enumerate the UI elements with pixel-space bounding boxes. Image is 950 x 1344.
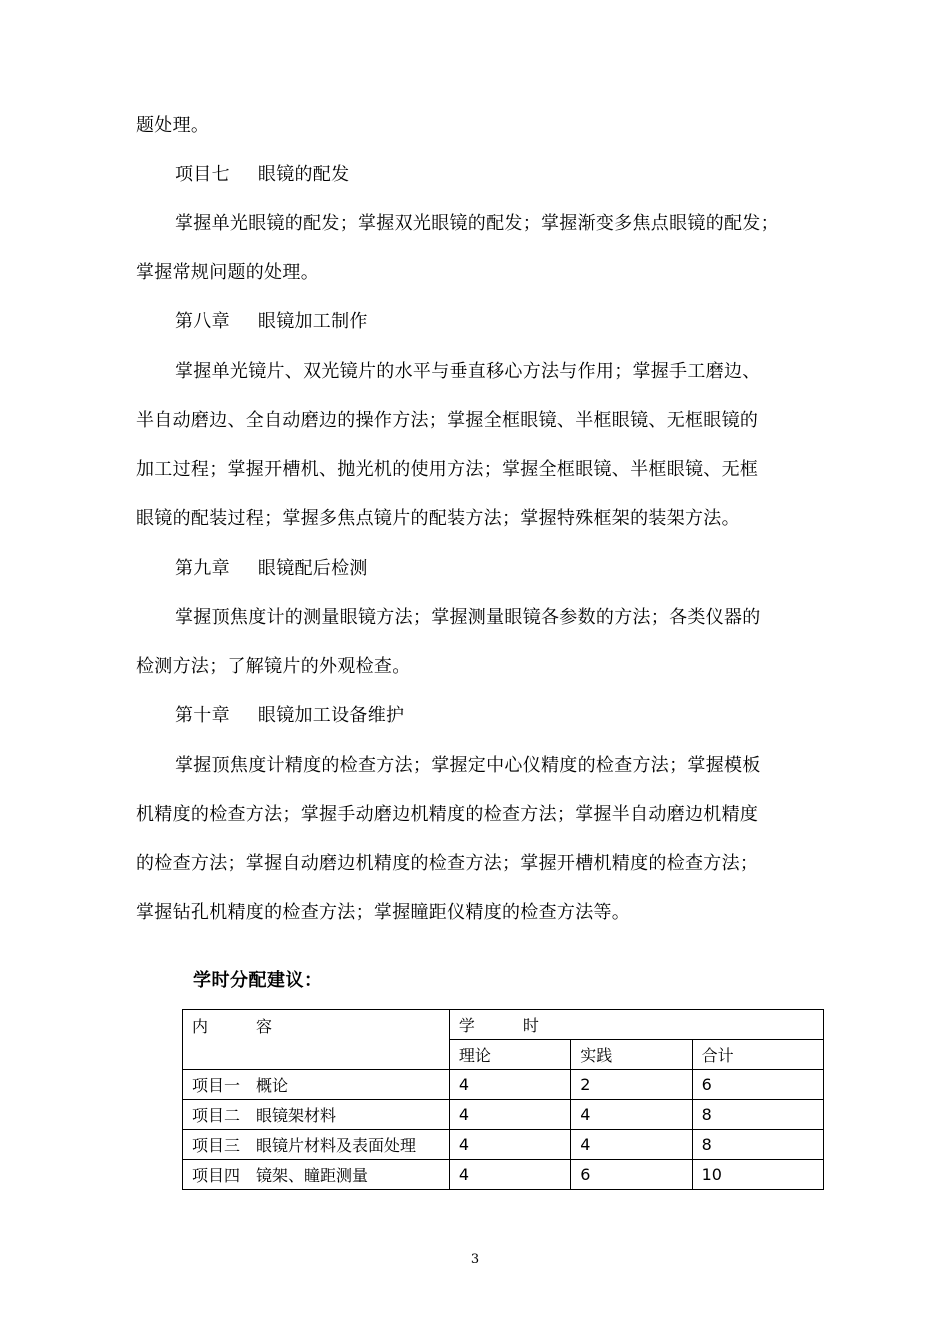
table-row [183, 1100, 824, 1130]
paragraph-line: 掌握常规问题的处理。 [136, 262, 319, 283]
paragraph-line: 掌握顶焦度计精度的检查方法；掌握定中心仪精度的检查方法；掌握模板 [175, 755, 761, 776]
heading-chapter-10 [175, 704, 404, 728]
heading-chapter-9 [175, 557, 368, 581]
cell-total: 6 [692, 1070, 823, 1100]
cell-practice: 4 [571, 1130, 692, 1160]
cell-content: 项目三 眼镜片材料及表面处理 [183, 1130, 450, 1160]
paragraph-line: 半自动磨边、全自动磨边的操作方法；掌握全框眼镜、半框眼镜、无框眼镜的 [136, 410, 759, 431]
paragraph-line: 检测方法；了解镜片的外观检查。 [136, 656, 411, 677]
cell-content: 项目四 镜架、瞳距测量 [183, 1160, 450, 1190]
page-number: 3 [470, 1252, 480, 1267]
heading-label: 项目七 [175, 164, 230, 185]
cell-theory: 4 [449, 1100, 570, 1130]
heading-project-7 [175, 163, 349, 187]
header-hours: 学 时 [449, 1010, 823, 1040]
paragraph-line: 机精度的检查方法；掌握手动磨边机精度的检查方法；掌握半自动磨边机精度 [136, 804, 759, 825]
table-header-row [183, 1010, 824, 1040]
cell-content: 项目二 眼镜架材料 [183, 1100, 450, 1130]
paragraph-line: 眼镜的配装过程；掌握多焦点镜片的配装方法；掌握特殊框架的装架方法。 [136, 508, 740, 529]
heading-chapter-8 [175, 310, 368, 334]
paragraph-line: 的检查方法；掌握自动磨边机精度的检查方法；掌握开槽机精度的检查方法； [136, 853, 759, 874]
header-content: 内 容 [183, 1010, 450, 1070]
heading-label: 第十章 [175, 705, 230, 726]
hours-table [182, 1009, 824, 1190]
cell-theory: 4 [449, 1070, 570, 1100]
paragraph-line: 掌握顶焦度计的测量眼镜方法；掌握测量眼镜各参数的方法；各类仪器的 [175, 607, 761, 628]
heading-label: 第九章 [175, 558, 230, 579]
table-row [183, 1130, 824, 1160]
cell-total: 10 [692, 1160, 823, 1190]
subheader-theory: 理论 [449, 1040, 570, 1070]
cell-practice: 4 [571, 1100, 692, 1130]
cell-theory: 4 [449, 1160, 570, 1190]
paragraph-line: 题处理。 [136, 115, 210, 136]
section-title: 学时分配建议： [193, 970, 323, 991]
heading-title: 眼镜配后检测 [257, 558, 368, 579]
table-row [183, 1070, 824, 1100]
subheader-practice: 实践 [571, 1040, 692, 1070]
table-row [183, 1160, 824, 1190]
cell-total: 8 [692, 1130, 823, 1160]
cell-theory: 4 [449, 1130, 570, 1160]
cell-practice: 2 [571, 1070, 692, 1100]
paragraph-line: 掌握单光眼镜的配发；掌握双光眼镜的配发；掌握渐变多焦点眼镜的配发； [175, 213, 779, 234]
paragraph-line: 掌握单光镜片、双光镜片的水平与垂直移心方法与作用；掌握手工磨边、 [175, 361, 761, 382]
heading-title: 眼镜加工设备维护 [257, 705, 405, 726]
paragraph-line: 掌握钻孔机精度的检查方法；掌握瞳距仪精度的检查方法等。 [136, 902, 631, 923]
cell-practice: 6 [571, 1160, 692, 1190]
cell-total: 8 [692, 1100, 823, 1130]
paragraph-line: 加工过程；掌握开槽机、抛光机的使用方法；掌握全框眼镜、半框眼镜、无框 [136, 459, 759, 480]
heading-label: 第八章 [175, 311, 230, 332]
heading-title: 眼镜的配发 [257, 164, 350, 185]
subheader-total: 合计 [692, 1040, 823, 1070]
cell-content: 项目一 概论 [183, 1070, 450, 1100]
heading-title: 眼镜加工制作 [257, 311, 368, 332]
